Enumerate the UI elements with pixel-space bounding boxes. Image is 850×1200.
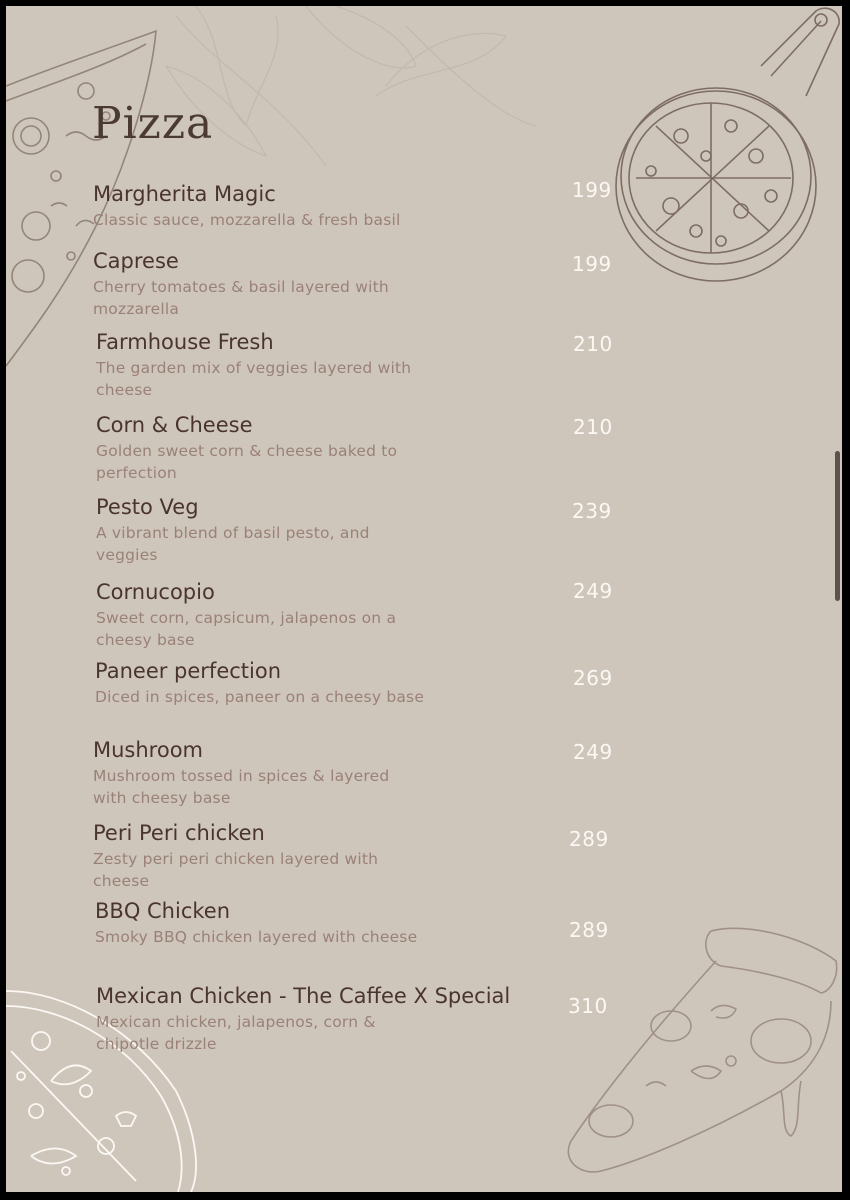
item-name: BBQ Chicken — [95, 899, 231, 923]
item-name: Farmhouse Fresh — [96, 330, 274, 354]
item-name: Paneer perfection — [95, 659, 282, 683]
cheesy-slice-sketch-icon — [551, 921, 842, 1192]
pizza-board-sketch-icon — [611, 6, 842, 286]
item-description: Zesty peri peri chicken layered with cheese — [93, 850, 379, 890]
item-name: Corn & Cheese — [96, 413, 253, 437]
item-name: Pesto Veg — [96, 495, 199, 519]
page-title: Pizza — [92, 98, 214, 149]
item-name: Margherita Magic — [93, 182, 276, 206]
item-price: 210 — [573, 415, 613, 439]
item-price: 289 — [569, 918, 609, 942]
item-price: 269 — [573, 666, 613, 690]
item-price: 249 — [573, 740, 613, 764]
menu-item — [93, 248, 633, 320]
item-name: Cornucopio — [96, 580, 215, 604]
menu-item — [96, 494, 636, 566]
scrollbar-thumb[interactable] — [835, 451, 840, 601]
item-description: Golden sweet corn & cheese baked to perfection — [96, 442, 398, 482]
menu-item — [96, 983, 636, 1055]
item-name: Mexican Chicken - The Caffee X Special — [96, 984, 511, 1008]
item-name: Mushroom — [93, 738, 204, 762]
item-price: 199 — [572, 178, 612, 202]
item-description: Cherry tomatoes & basil layered with mozzarella — [93, 278, 389, 318]
menu-item — [96, 579, 636, 651]
item-price: 210 — [573, 332, 613, 356]
leaf-sketch-icon — [156, 6, 546, 181]
item-name: Caprese — [93, 249, 179, 273]
item-description: The garden mix of veggies layered with cheese — [96, 359, 412, 399]
item-price: 239 — [572, 499, 612, 523]
item-description: Mexican chicken, jalapenos, corn & chipotle drizzle — [96, 1013, 376, 1053]
menu-item — [95, 898, 635, 948]
menu-item — [95, 658, 635, 708]
menu-item — [93, 820, 633, 892]
item-price: 199 — [572, 252, 612, 276]
item-name: Peri Peri chicken — [93, 821, 265, 845]
item-description: A vibrant blend of basil pesto, and veggies — [96, 524, 370, 564]
menu-page — [6, 6, 842, 1192]
item-description: Classic sauce, mozzarella & fresh basil — [93, 211, 401, 229]
menu-item — [93, 181, 633, 231]
item-price: 289 — [569, 827, 609, 851]
item-price: 249 — [573, 579, 613, 603]
menu-item — [93, 737, 633, 809]
menu-item — [96, 412, 636, 484]
item-price: 310 — [568, 994, 608, 1018]
item-description: Smoky BBQ chicken layered with cheese — [95, 928, 418, 946]
item-description: Diced in spices, paneer on a cheesy base — [95, 688, 425, 706]
menu-item — [96, 329, 636, 401]
item-description: Mushroom tossed in spices & layered with cheesy base — [93, 767, 390, 807]
item-description: Sweet corn, capsicum, jalapenos on a cheesy base — [96, 609, 397, 649]
